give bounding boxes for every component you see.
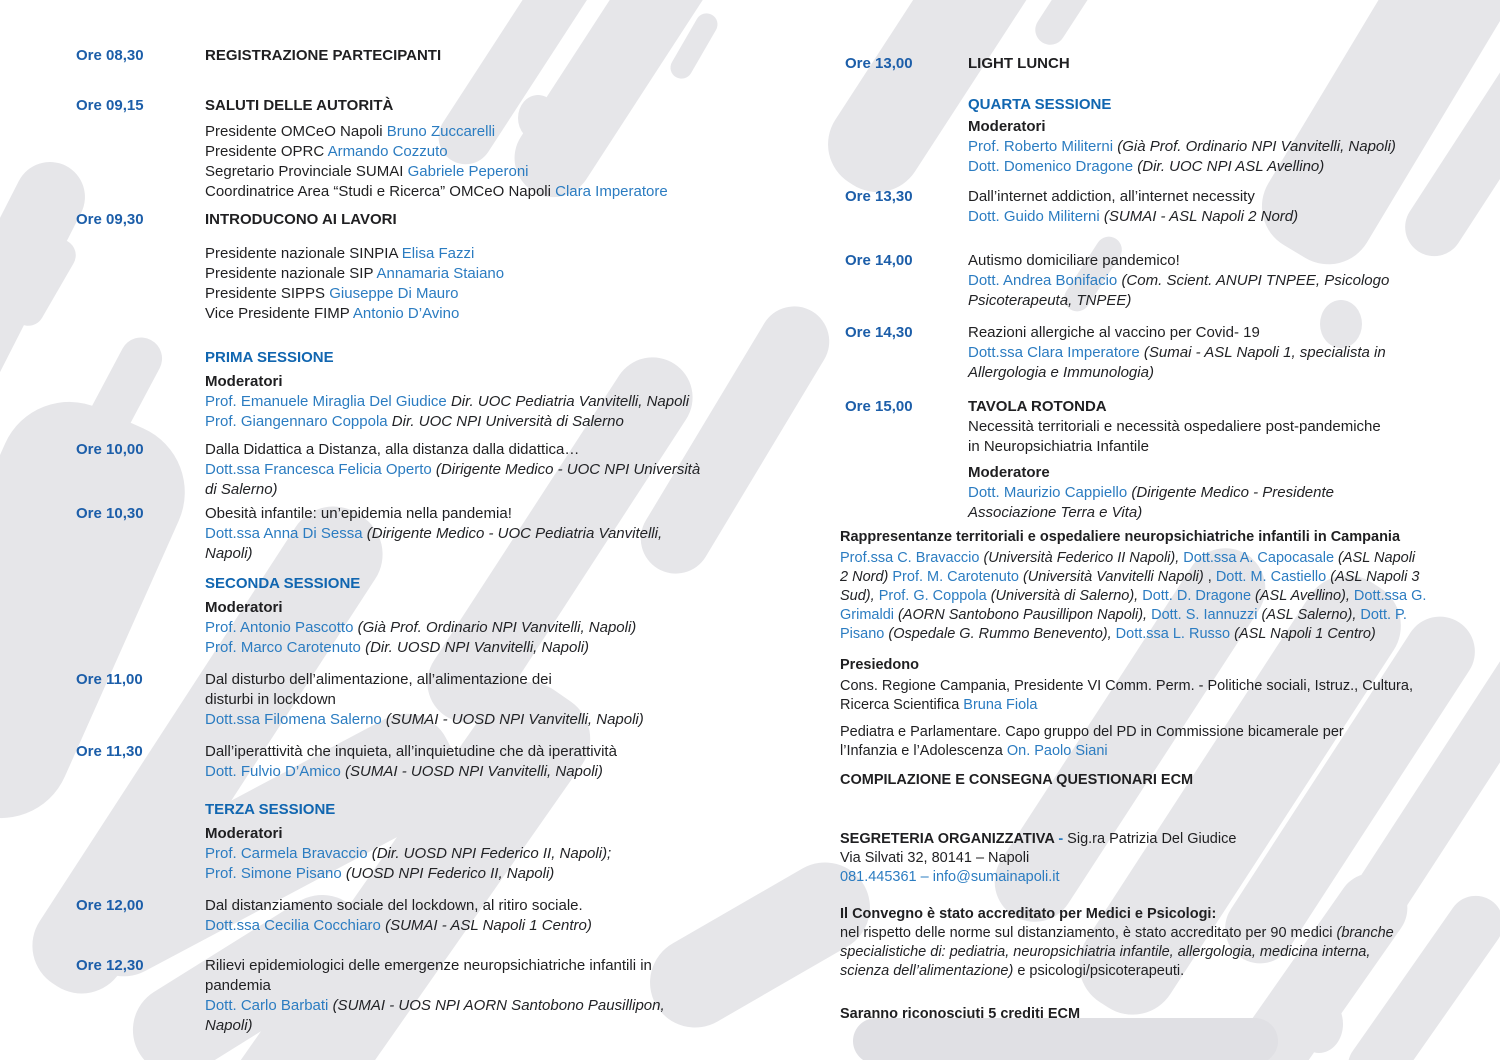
text-segment: Presidente nazionale SINPIA bbox=[205, 245, 402, 262]
time-label: Ore 12,00 bbox=[76, 897, 144, 914]
text-line bbox=[205, 392, 776, 412]
text-segment: in Neuropsichiatria Infantile bbox=[968, 438, 1149, 455]
text-segment: Moderatori bbox=[205, 599, 283, 616]
info-footer-block bbox=[840, 528, 1480, 1024]
text-line bbox=[968, 437, 1485, 457]
text-line bbox=[968, 291, 1485, 311]
text-line bbox=[840, 723, 1480, 742]
row-content bbox=[205, 440, 776, 500]
text-line bbox=[205, 162, 776, 182]
text-line bbox=[205, 1016, 776, 1036]
text-line bbox=[205, 182, 776, 202]
text-line bbox=[205, 690, 776, 710]
text-line bbox=[840, 849, 1480, 868]
text-segment: TERZA SESSIONE bbox=[205, 801, 336, 818]
text-line bbox=[840, 549, 1480, 568]
row-content bbox=[840, 905, 1480, 981]
text-segment: Sud), bbox=[840, 588, 879, 604]
program-row bbox=[845, 187, 1485, 227]
program-row bbox=[840, 723, 1480, 761]
text-segment: Pediatra e Parlamentare. Capo gruppo del PD in Commissione bicamerale per bbox=[840, 724, 1344, 740]
text-line bbox=[968, 187, 1485, 207]
text-line bbox=[205, 916, 776, 936]
row-content bbox=[205, 504, 776, 564]
text-segment: (Università Federico II Napoli), bbox=[983, 550, 1184, 566]
text-line bbox=[840, 868, 1480, 887]
row-content bbox=[840, 528, 1480, 644]
right-program-column bbox=[845, 54, 1485, 523]
text-segment: scienza dell’alimentazione) bbox=[840, 963, 1014, 979]
text-segment: Dalla Didattica a Distanza, alla distanza dalla didattica… bbox=[205, 441, 580, 458]
watermark-shape bbox=[853, 1018, 1278, 1060]
text-line bbox=[205, 896, 776, 916]
person-name: Elisa Fazzi bbox=[401, 245, 475, 262]
text-line bbox=[968, 323, 1485, 343]
text-line bbox=[840, 656, 1480, 675]
person-name: Clara Imperatore bbox=[555, 183, 668, 200]
text-line bbox=[840, 677, 1480, 696]
program-row bbox=[76, 800, 776, 820]
person-name: Dott.ssa A. Capocasale bbox=[1183, 550, 1339, 566]
time-label: Ore 09,15 bbox=[76, 97, 144, 114]
text-line bbox=[968, 397, 1485, 417]
program-row bbox=[845, 95, 1485, 115]
person-name: Pisano bbox=[840, 626, 889, 642]
person-name: On. Paolo Siani bbox=[1006, 743, 1108, 759]
row-content bbox=[840, 1005, 1480, 1024]
program-row bbox=[76, 348, 776, 368]
person-name: Dott. S. Iannuzzi bbox=[1151, 607, 1262, 623]
text-line bbox=[968, 157, 1485, 177]
text-line bbox=[840, 587, 1480, 606]
person-name: Gabriele Peperoni bbox=[407, 163, 529, 180]
text-segment: Presidente SIPPS bbox=[205, 285, 330, 302]
text-segment: Moderatori bbox=[968, 118, 1046, 135]
text-line bbox=[968, 117, 1485, 137]
row-content bbox=[968, 54, 1485, 74]
text-segment: e psicologi/psicoterapeuti. bbox=[1013, 963, 1185, 979]
person-name: Prof. Giangennaro Coppola bbox=[205, 413, 392, 430]
text-line bbox=[840, 1005, 1480, 1024]
text-segment: (ASL Avellino), bbox=[1255, 588, 1354, 604]
text-segment: Dal disturbo dell’alimentazione, all’alimentazione dei bbox=[205, 671, 552, 688]
text-line bbox=[205, 844, 776, 864]
text-segment: (Università Vanvitelli Napoli) bbox=[1022, 569, 1208, 585]
person-name: Dott. Maurizio Cappiello bbox=[968, 484, 1132, 501]
text-line bbox=[205, 976, 776, 996]
text-line bbox=[205, 956, 776, 976]
text-segment: (SUMAI - UOS NPI AORN Santobono Pausillipon, bbox=[332, 997, 665, 1014]
text-segment: Segretario Provinciale SUMAI bbox=[205, 163, 408, 180]
text-segment: specialistiche di: pediatria, neuropsichiatria infantile, allergologia, medicina interna, bbox=[840, 944, 1371, 960]
person-name: Prof. Roberto Militerni bbox=[968, 138, 1118, 155]
program-row bbox=[76, 824, 776, 884]
program-row bbox=[76, 96, 776, 202]
row-content bbox=[968, 117, 1485, 177]
text-segment: SALUTI DELLE AUTORITÀ bbox=[205, 97, 394, 114]
text-segment: Ricerca Scientifica bbox=[840, 697, 964, 713]
text-line bbox=[205, 864, 776, 884]
person-name: Dott.ssa G. bbox=[1353, 588, 1427, 604]
text-segment: 2 Nord) bbox=[840, 569, 893, 585]
text-line bbox=[205, 284, 776, 304]
text-line bbox=[968, 207, 1485, 227]
text-segment: REGISTRAZIONE PARTECIPANTI bbox=[205, 47, 442, 64]
program-row bbox=[845, 323, 1485, 383]
time-label: Ore 15,00 bbox=[845, 398, 913, 415]
row-content bbox=[205, 574, 776, 594]
text-segment: (Già Prof. Ordinario NPI Vanvitelli, Napoli) bbox=[357, 619, 637, 636]
text-line bbox=[205, 244, 776, 264]
program-row bbox=[840, 830, 1480, 887]
program-row bbox=[840, 1005, 1480, 1024]
text-segment: (AORN Santobono Pausillipon Napoli), bbox=[898, 607, 1152, 623]
text-line bbox=[840, 771, 1480, 790]
text-segment: PRIMA SESSIONE bbox=[205, 349, 334, 366]
text-segment: Presiedono bbox=[840, 657, 919, 673]
text-segment: Dir. UOC Pediatria Vanvitelli, Napoli bbox=[450, 393, 690, 410]
text-line bbox=[205, 598, 776, 618]
text-line bbox=[968, 271, 1485, 291]
row-content bbox=[205, 896, 776, 936]
text-line bbox=[205, 618, 776, 638]
text-segment: l’Infanzia e l’Adolescenza bbox=[840, 743, 1007, 759]
time-label: Ore 09,30 bbox=[76, 211, 144, 228]
text-segment: Necessità territoriali e necessità ospedaliere post-pandemiche bbox=[968, 418, 1381, 435]
person-name: Prof. Carmela Bravaccio bbox=[205, 845, 372, 862]
person-name: Dott.ssa L. Russo bbox=[1115, 626, 1235, 642]
text-line bbox=[968, 463, 1485, 483]
text-line bbox=[840, 924, 1480, 943]
text-segment: - bbox=[1058, 831, 1068, 847]
person-name: Annamaria Staiano bbox=[376, 265, 505, 282]
text-segment: Sig.ra Patrizia Del Giudice bbox=[1067, 831, 1237, 847]
text-line bbox=[205, 440, 776, 460]
text-segment: INTRODUCONO AI LAVORI bbox=[205, 211, 397, 228]
time-label: Ore 10,30 bbox=[76, 505, 144, 522]
text-segment: disturbi in lockdown bbox=[205, 691, 336, 708]
text-segment: Rappresentanze territoriali e ospedaliere neuropsichiatriche infantili in Campania bbox=[840, 529, 1401, 545]
text-segment: (UOSD NPI Federico II, Napoli) bbox=[345, 865, 555, 882]
person-name: Grimaldi bbox=[840, 607, 899, 623]
text-segment: COMPILAZIONE E CONSEGNA QUESTIONARI ECM bbox=[840, 772, 1194, 788]
text-line bbox=[205, 504, 776, 524]
row-content bbox=[205, 348, 776, 368]
program-row bbox=[845, 54, 1485, 74]
program-row bbox=[76, 896, 776, 936]
row-content bbox=[205, 96, 776, 202]
text-segment: Psicoterapeuta, TNPEE) bbox=[968, 292, 1132, 309]
row-content bbox=[840, 723, 1480, 761]
text-segment: (ASL Salerno), bbox=[1261, 607, 1361, 623]
person-name: Bruna Fiola bbox=[963, 697, 1038, 713]
text-segment: (SUMAI - UOSD NPI Vanvitelli, Napoli) bbox=[385, 711, 644, 728]
text-segment: Il Convegno è stato accreditato per Medici e Psicologi: bbox=[840, 906, 1217, 922]
person-name: Antonio D’Avino bbox=[352, 305, 460, 322]
row-content bbox=[205, 956, 776, 1036]
text-segment: Presidente nazionale SIP bbox=[205, 265, 377, 282]
person-name: Dott.ssa Clara Imperatore bbox=[968, 344, 1144, 361]
text-line bbox=[840, 830, 1480, 849]
row-content bbox=[205, 598, 776, 658]
time-label: Ore 14,30 bbox=[845, 324, 913, 341]
row-content bbox=[205, 670, 776, 730]
text-line bbox=[205, 800, 776, 820]
text-segment: QUARTA SESSIONE bbox=[968, 96, 1112, 113]
program-row bbox=[76, 440, 776, 500]
text-line bbox=[968, 137, 1485, 157]
person-name: Dott. Guido Militerni bbox=[968, 208, 1104, 225]
text-line bbox=[840, 943, 1480, 962]
text-line bbox=[840, 625, 1480, 644]
text-line bbox=[968, 343, 1485, 363]
program-row bbox=[76, 956, 776, 1036]
row-content bbox=[968, 251, 1485, 311]
text-segment: Via Silvati 32, 80141 – Napoli bbox=[840, 850, 1030, 866]
text-segment: Dir. UOC NPI Università di Salerno bbox=[391, 413, 624, 430]
text-segment: Napoli) bbox=[205, 1017, 253, 1034]
text-segment: Moderatori bbox=[205, 825, 283, 842]
text-line bbox=[205, 996, 776, 1016]
text-segment: Obesità infantile: un’epidemia nella pandemia! bbox=[205, 505, 512, 522]
text-segment: (Dirigente Medico - UOC NPI Università bbox=[435, 461, 701, 478]
person-name: Dott.ssa Anna Di Sessa bbox=[205, 525, 367, 542]
text-segment: Saranno riconosciuti 5 crediti ECM bbox=[840, 1006, 1081, 1022]
text-segment: (Dir. UOSD NPI Federico II, Napoli); bbox=[371, 845, 612, 862]
text-line bbox=[205, 96, 776, 116]
text-line bbox=[205, 142, 776, 162]
row-content bbox=[205, 824, 776, 884]
text-line bbox=[205, 210, 776, 230]
time-label: Ore 13,00 bbox=[845, 55, 913, 72]
text-segment: (Dir. UOC NPI ASL Avellino) bbox=[1137, 158, 1325, 175]
text-line bbox=[968, 54, 1485, 74]
text-line bbox=[968, 503, 1485, 523]
row-content bbox=[840, 830, 1480, 887]
person-name: Dott. Andrea Bonifacio bbox=[968, 272, 1122, 289]
person-name: Prof. Marco Carotenuto bbox=[205, 639, 366, 656]
text-line bbox=[205, 46, 776, 66]
text-segment: (Università di Salerno), bbox=[990, 588, 1143, 604]
person-name: Dott. M. Castiello bbox=[1215, 569, 1331, 585]
text-line bbox=[840, 606, 1480, 625]
time-label: Ore 11,30 bbox=[76, 743, 143, 760]
program-row bbox=[845, 251, 1485, 311]
row-content bbox=[840, 771, 1480, 790]
text-segment: (Sumai - ASL Napoli 1, specialista in bbox=[1143, 344, 1386, 361]
text-line bbox=[840, 962, 1480, 981]
text-line bbox=[840, 528, 1480, 547]
text-segment: (ASL Napoli bbox=[1338, 550, 1416, 566]
row-content bbox=[840, 656, 1480, 715]
text-segment: (branche bbox=[1336, 925, 1394, 941]
text-line bbox=[205, 638, 776, 658]
text-line bbox=[205, 348, 776, 368]
text-line bbox=[840, 742, 1480, 761]
person-name: Dott. D. Dragone bbox=[1142, 588, 1256, 604]
program-row bbox=[76, 46, 776, 66]
text-segment: Moderatori bbox=[205, 373, 283, 390]
text-line bbox=[205, 544, 776, 564]
left-program-column bbox=[76, 46, 776, 1036]
text-segment: Moderatore bbox=[968, 464, 1050, 481]
text-line bbox=[968, 95, 1485, 115]
row-content bbox=[205, 210, 776, 324]
time-label: Ore 12,30 bbox=[76, 957, 144, 974]
program-row bbox=[840, 905, 1480, 981]
text-segment: Allergologia e Immunologia) bbox=[968, 364, 1154, 381]
row-content bbox=[205, 372, 776, 432]
text-segment: (Com. Scient. ANUPI TNPEE, Psicologo bbox=[1121, 272, 1390, 289]
text-line bbox=[205, 480, 776, 500]
text-segment: Coordinatrice Area “Studi e Ricerca” OMCeO Napoli bbox=[205, 183, 556, 200]
program-row bbox=[845, 117, 1485, 177]
text-line bbox=[205, 460, 776, 480]
text-segment: (Dir. UOSD NPI Vanvitelli, Napoli) bbox=[365, 639, 590, 656]
program-row bbox=[840, 656, 1480, 715]
person-name: Prof. Emanuele Miraglia Del Giudice bbox=[205, 393, 451, 410]
person-name: Armando Cozzuto bbox=[327, 143, 448, 160]
text-segment: LIGHT LUNCH bbox=[968, 55, 1070, 72]
time-label: Ore 10,00 bbox=[76, 441, 144, 458]
text-line bbox=[205, 670, 776, 690]
text-segment: (SUMAI - UOSD NPI Vanvitelli, Napoli) bbox=[345, 763, 603, 780]
text-segment: (ASL Napoli 3 bbox=[1330, 569, 1420, 585]
program-row bbox=[76, 574, 776, 594]
text-segment: Napoli) bbox=[205, 545, 253, 562]
text-segment: (Dirigente Medico - UOC Pediatria Vanvitelli, bbox=[366, 525, 663, 542]
text-line bbox=[205, 524, 776, 544]
program-row bbox=[76, 598, 776, 658]
row-content bbox=[968, 187, 1485, 227]
text-segment: SECONDA SESSIONE bbox=[205, 575, 361, 592]
program-row bbox=[840, 771, 1480, 790]
person-name: Prof.ssa C. Bravaccio bbox=[840, 550, 984, 566]
text-segment: pandemia bbox=[205, 977, 271, 994]
row-content bbox=[205, 742, 776, 782]
person-name: Dott.ssa Filomena Salerno bbox=[205, 711, 386, 728]
text-line bbox=[968, 417, 1485, 437]
person-name: Dott. P. bbox=[1360, 607, 1407, 623]
text-segment: Autismo domiciliare pandemico! bbox=[968, 252, 1180, 269]
person-name: Prof. M. Carotenuto bbox=[892, 569, 1023, 585]
program-row bbox=[845, 397, 1485, 523]
text-segment: (Ospedale G. Rummo Benevento), bbox=[888, 626, 1116, 642]
text-segment: Reazioni allergiche al vaccino per Covid- 19 bbox=[968, 324, 1260, 341]
text-line bbox=[205, 304, 776, 324]
row-content bbox=[205, 46, 776, 66]
text-segment: Dall’internet addiction, all’internet necessity bbox=[968, 188, 1255, 205]
text-line bbox=[840, 568, 1480, 587]
text-segment: (Dirigente Medico - Presidente bbox=[1131, 484, 1334, 501]
program-row bbox=[840, 528, 1480, 644]
text-segment: (ASL Napoli 1 Centro) bbox=[1234, 626, 1376, 642]
text-segment: (SUMAI - ASL Napoli 1 Centro) bbox=[385, 917, 592, 934]
text-segment: Associazione Terra e Vita) bbox=[968, 504, 1143, 521]
row-content bbox=[205, 800, 776, 820]
person-name: Dott.ssa Cecilia Cocchiaro bbox=[205, 917, 386, 934]
person-name: Dott. Domenico Dragone bbox=[968, 158, 1138, 175]
person-name: Prof. G. Coppola bbox=[878, 588, 991, 604]
row-content bbox=[968, 95, 1485, 115]
text-segment: Cons. Regione Campania, Presidente VI Comm. Perm. - Politiche sociali, Istruz., Cultura, bbox=[840, 678, 1413, 694]
text-line bbox=[840, 696, 1480, 715]
text-segment: TAVOLA ROTONDA bbox=[968, 398, 1107, 415]
text-segment: nel rispetto delle norme sul distanziamento, è stato accreditato per 90 medici bbox=[840, 925, 1337, 941]
text-segment: , bbox=[1207, 569, 1216, 585]
text-line bbox=[205, 710, 776, 730]
text-line bbox=[205, 574, 776, 594]
time-label: Ore 08,30 bbox=[76, 47, 144, 64]
text-line bbox=[205, 742, 776, 762]
watermark-shape bbox=[1030, 0, 1107, 51]
text-segment: Presidente OMCeO Napoli bbox=[205, 123, 387, 140]
text-line bbox=[205, 412, 776, 432]
program-row bbox=[76, 504, 776, 564]
person-name: Giuseppe Di Mauro bbox=[329, 285, 459, 302]
text-line bbox=[968, 251, 1485, 271]
text-segment: (Già Prof. Ordinario NPI Vanvitelli, Napoli) bbox=[1117, 138, 1396, 155]
program-row bbox=[76, 742, 776, 782]
time-label: Ore 11,00 bbox=[76, 671, 143, 688]
text-line bbox=[968, 483, 1485, 503]
person-name: Bruno Zuccarelli bbox=[386, 123, 496, 140]
time-label: Ore 14,00 bbox=[845, 252, 913, 269]
text-line bbox=[205, 122, 776, 142]
text-line bbox=[205, 264, 776, 284]
person-name: Dott. Fulvio D’Amico bbox=[205, 763, 346, 780]
text-line bbox=[840, 905, 1480, 924]
text-line bbox=[205, 372, 776, 392]
program-row bbox=[76, 670, 776, 730]
time-label: Ore 13,30 bbox=[845, 188, 913, 205]
row-content bbox=[968, 397, 1485, 523]
program-row bbox=[76, 372, 776, 432]
text-segment: SEGRETERIA ORGANIZZATIVA bbox=[840, 831, 1059, 847]
person-name: Prof. Antonio Pascotto bbox=[205, 619, 358, 636]
person-name: Dott. Carlo Barbati bbox=[205, 997, 333, 1014]
text-line bbox=[968, 363, 1485, 383]
text-segment: Presidente OPRC bbox=[205, 143, 328, 160]
text-segment: (SUMAI - ASL Napoli 2 Nord) bbox=[1103, 208, 1299, 225]
text-line bbox=[205, 762, 776, 782]
person-name: Dott.ssa Francesca Felicia Operto bbox=[205, 461, 436, 478]
contact-link[interactable]: 081.445361 – info@sumainapoli.it bbox=[840, 869, 1060, 885]
program-row bbox=[76, 210, 776, 324]
row-content bbox=[968, 323, 1485, 383]
text-segment: Dall’iperattività che inquieta, all’inquietudine che dà iperattività bbox=[205, 743, 617, 760]
text-segment: Dal distanziamento sociale del lockdown, al ritiro sociale. bbox=[205, 897, 583, 914]
text-segment: di Salerno) bbox=[205, 481, 278, 498]
person-name: Prof. Simone Pisano bbox=[205, 865, 346, 882]
text-segment: Vice Presidente FIMP bbox=[205, 305, 353, 322]
text-line bbox=[205, 824, 776, 844]
text-segment: Rilievi epidemiologici delle emergenze neuropsichiatriche infantili in bbox=[205, 957, 652, 974]
